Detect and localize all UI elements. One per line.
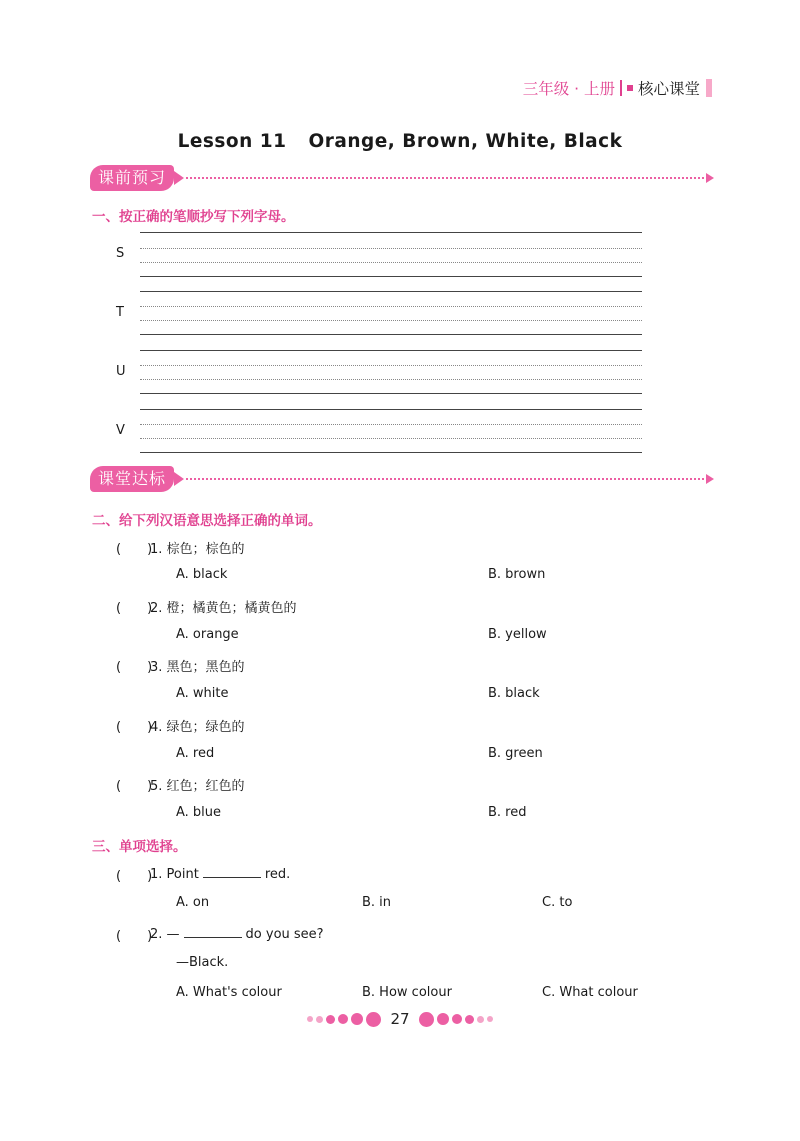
fill-blank[interactable] [203,865,261,878]
header-divider [620,80,622,96]
answer-paren[interactable]: ( ) [116,542,153,557]
question-text: 4. 绿色；绿色的 [150,720,245,735]
letter-u: U [116,364,126,379]
arrow-icon [706,474,714,484]
writing-line [140,438,642,439]
writing-line [140,409,642,410]
option-a[interactable]: A. on [176,895,210,910]
grade-label: 三年级 · 上册 [522,80,615,98]
question-text: 3. 黑色；黑色的 [150,660,245,675]
writing-line [140,248,642,249]
letter-s: S [116,246,125,261]
section-banner-classwork [90,466,714,492]
question-text [150,925,324,942]
question-text: 2. 橙；橘黄色；橘黄色的 [150,601,297,616]
option-b[interactable]: B. in [362,895,392,910]
fill-blank[interactable] [184,925,242,938]
question-suffix: red. [264,867,291,882]
dotted-rule [186,177,704,179]
option-b[interactable]: B. red [488,805,527,820]
dotted-rule [186,478,704,480]
answer-paren[interactable]: ( ) [116,779,153,794]
answer-paren[interactable]: ( ) [116,720,153,735]
question-prefix: 1. Point [150,867,199,882]
dot-icon [307,1016,313,1022]
option-b[interactable]: B. yellow [488,627,547,642]
dot-icon [351,1013,363,1025]
writing-line [140,291,642,292]
writing-line [140,350,642,351]
lesson-title [0,131,800,152]
option-a[interactable]: A. red [176,746,215,761]
option-a[interactable]: A. blue [176,805,222,820]
option-a[interactable]: A. orange [176,627,239,642]
writing-line [140,424,642,425]
writing-line [140,452,642,453]
question-text: 1. 棕色；棕色的 [150,542,245,557]
page-footer [0,1010,800,1028]
dot-icon [366,1012,381,1027]
question-text [150,865,290,882]
option-b[interactable]: B. How colour [362,985,452,1000]
dot-icon [326,1015,335,1024]
answer-paren[interactable]: ( ) [116,660,153,675]
section-banner-preview [90,165,714,191]
writing-line [140,379,642,380]
lesson-topic: Orange, Brown, White, Black [308,131,623,152]
writing-line [140,393,642,394]
question-prefix: 2. — [150,927,180,942]
dialogue-answer: —Black. [176,955,229,970]
option-b[interactable]: B. green [488,746,543,761]
section-label: 课堂达标 [90,466,174,492]
question-text: 5. 红色；红色的 [150,779,245,794]
question-suffix: do you see? [245,927,324,942]
section-label: 课前预习 [90,165,174,191]
writing-line [140,232,642,233]
header-bar-icon [706,79,712,97]
writing-line [140,276,642,277]
option-c[interactable]: C. to [542,895,573,910]
lesson-number: Lesson 11 [177,131,287,152]
writing-line [140,262,642,263]
part2-heading: 二、给下列汉语意思选择正确的单词。 [92,513,322,529]
option-a[interactable]: A. white [176,686,229,701]
letter-t: T [116,305,124,320]
part1-heading: 一、按正确的笔顺抄写下列字母。 [92,209,295,225]
dot-icon [465,1015,474,1024]
header-square-icon [627,85,633,91]
part3-heading: 三、单项选择。 [92,839,187,855]
answer-paren[interactable]: ( ) [116,929,153,944]
writing-line [140,306,642,307]
answer-paren[interactable]: ( ) [116,601,153,616]
arrow-icon [706,173,714,183]
dot-icon [487,1016,493,1022]
writing-line [140,320,642,321]
writing-line [140,365,642,366]
option-b[interactable]: B. black [488,686,540,701]
dot-icon [437,1013,449,1025]
page-number: 27 [390,1010,410,1028]
answer-paren[interactable]: ( ) [116,869,153,884]
dot-icon [338,1014,348,1024]
page-header [523,76,712,100]
letter-v: V [116,423,125,438]
option-b[interactable]: B. brown [488,567,546,582]
dot-icon [419,1012,434,1027]
writing-line [140,334,642,335]
dot-icon [477,1016,484,1023]
dot-icon [316,1016,323,1023]
option-c[interactable]: C. What colour [542,985,638,1000]
option-a[interactable]: A. What's colour [176,985,282,1000]
class-label: 核心课堂 [637,80,700,98]
option-a[interactable]: A. black [176,567,228,582]
dot-icon [452,1014,462,1024]
